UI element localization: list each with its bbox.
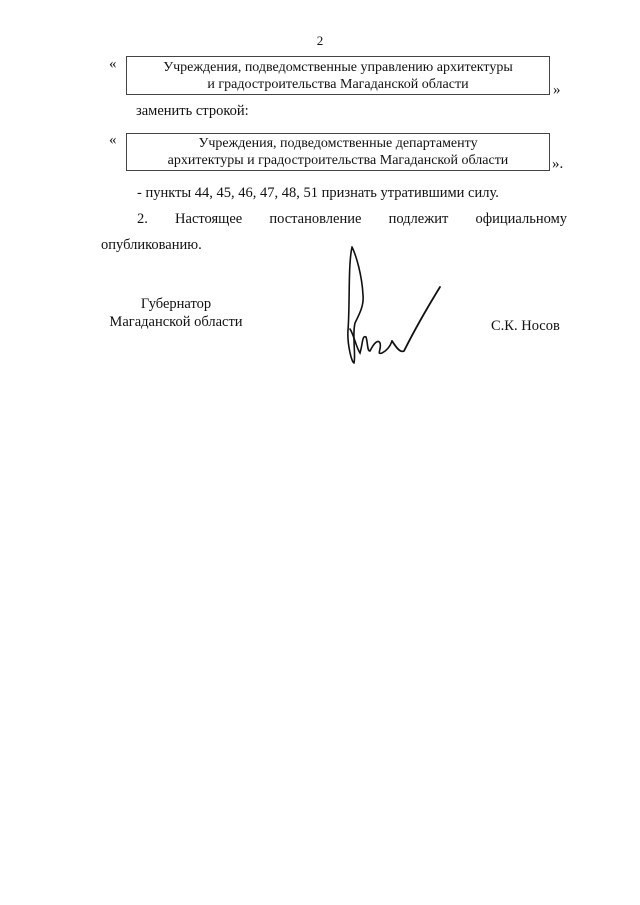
signatory-name: С.К. Носов — [491, 318, 560, 334]
page-number: 2 — [316, 33, 324, 48]
clause-2-word: подлежит — [388, 211, 449, 227]
clause-2-number: 2. — [137, 211, 148, 227]
old-name-line2: и градостроительства Магаданской области — [207, 77, 469, 92]
open-quote-2: « — [109, 132, 117, 148]
old-name-box — [126, 56, 550, 95]
signatory-title-line1: Губернатор — [140, 296, 212, 312]
close-quote-1: » — [553, 82, 561, 98]
clause-2-word: постановление — [269, 211, 362, 227]
old-name-line1: Учреждения, подведомственные управлению архитектуры — [163, 60, 513, 75]
clause-2-first-line — [137, 211, 567, 228]
handwritten-signature — [330, 235, 450, 375]
signatory-title-line2: Магаданской области — [109, 314, 243, 330]
clause-2-word: официальному — [475, 211, 567, 227]
close-quote-period: ». — [552, 156, 564, 172]
clause-2-word: Настоящее — [175, 211, 243, 227]
new-name-line2: архитектуры и градостроительства Магаданской области — [167, 153, 509, 168]
clause-2-continuation: опубликованию. — [101, 237, 202, 253]
new-name-box — [126, 133, 550, 171]
open-quote-1: « — [109, 56, 117, 72]
new-name-line1: Учреждения, подведомственные департаменту — [198, 136, 478, 151]
bullet-text: - пункты 44, 45, 46, 47, 48, 51 признать утратившими силу. — [137, 185, 499, 201]
replace-text: заменить строкой: — [136, 103, 249, 119]
signatory-title — [96, 295, 256, 331]
